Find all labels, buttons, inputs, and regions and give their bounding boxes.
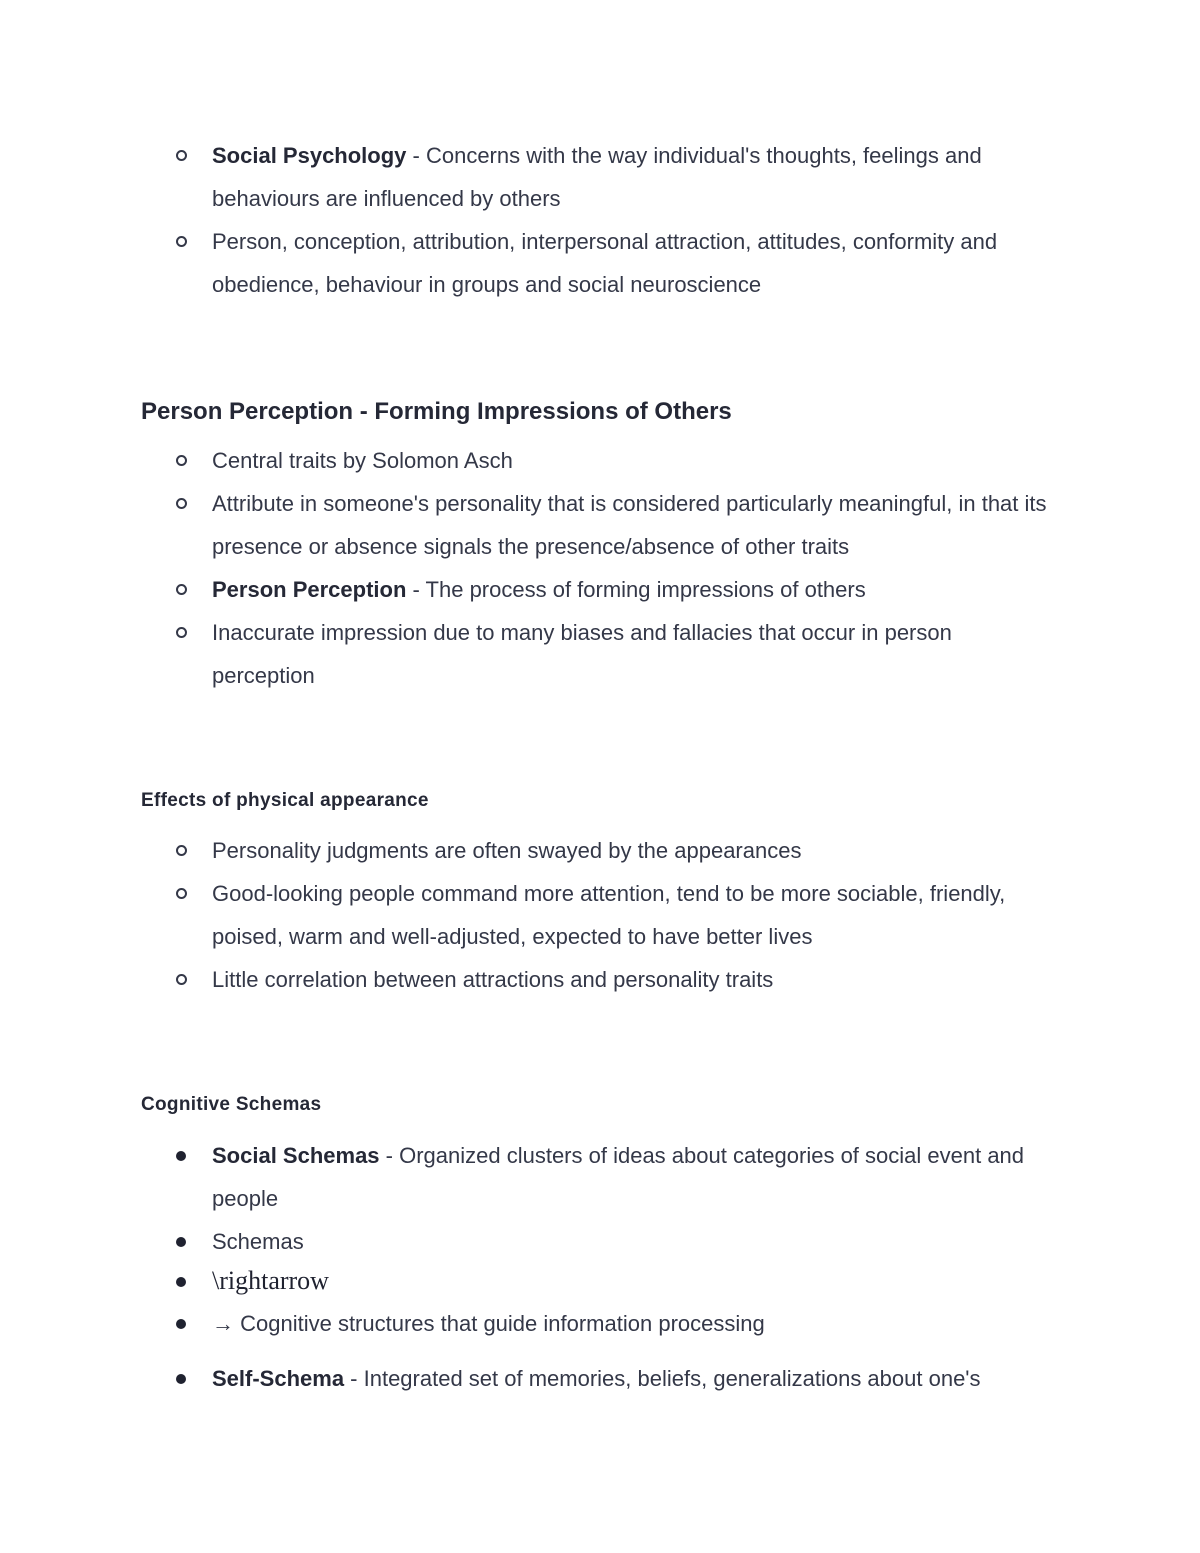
list-item xyxy=(176,1134,1056,1220)
hollow-circle-bullet-icon xyxy=(176,845,187,856)
item-text: - The process of forming impressions of others xyxy=(406,577,866,602)
item-text: → Cognitive structures that guide information processing xyxy=(212,1311,765,1336)
filled-disc-bullet-icon xyxy=(176,1277,186,1287)
filled-disc-bullet-icon xyxy=(176,1319,186,1329)
term-label: Social Psychology xyxy=(212,143,407,168)
hollow-circle-bullet-icon xyxy=(176,498,187,509)
list-item xyxy=(176,568,1056,611)
hollow-circle-bullet-icon xyxy=(176,974,187,985)
hollow-circle-bullet-icon xyxy=(176,584,187,595)
list-item xyxy=(176,439,1056,482)
list-item xyxy=(176,1302,1056,1345)
item-text: Little correlation between attractions and personality traits xyxy=(212,967,774,992)
hollow-circle-bullet-icon xyxy=(176,888,187,899)
physical-appearance-list xyxy=(176,829,1056,1001)
hollow-circle-bullet-icon xyxy=(176,150,187,161)
list-item xyxy=(176,220,1056,306)
section-heading-cognitive-schemas: Cognitive Schemas xyxy=(141,1094,322,1115)
hollow-circle-bullet-icon xyxy=(176,455,187,466)
cognitive-schemas-list xyxy=(176,1134,1056,1400)
hollow-circle-bullet-icon xyxy=(176,627,187,638)
item-text: - Concerns with the way individual's thoughts, feelings and behaviours are influenced by others xyxy=(212,143,982,211)
section-heading-physical-appearance: Effects of physical appearance xyxy=(141,790,429,811)
list-item xyxy=(176,482,1056,568)
term-label: Person Perception xyxy=(212,577,407,602)
list-item xyxy=(176,829,1056,872)
filled-disc-bullet-icon xyxy=(176,1151,186,1161)
list-item xyxy=(176,611,1056,697)
item-text: Central traits by Solomon Asch xyxy=(212,448,513,473)
item-text: Inaccurate impression due to many biases and fallacies that occur in person perception xyxy=(212,620,952,688)
item-text: Person, conception, attribution, interpersonal attraction, attitudes, conformity and obedience, behaviour in groups and social neuroscience xyxy=(212,229,998,297)
item-text: Attribute in someone's personality that is considered particularly meaningful, in that its presence or absence signals the presence/absence of other traits xyxy=(212,491,1047,559)
item-text: Schemas xyxy=(212,1229,304,1254)
hollow-circle-bullet-icon xyxy=(176,236,187,247)
filled-disc-bullet-icon xyxy=(176,1374,186,1384)
item-text: - Organized clusters of ideas about categories of social event and people xyxy=(212,1143,1025,1211)
latex-command-text: \rightarrow xyxy=(212,1266,329,1295)
list-item xyxy=(176,134,1056,220)
list-item xyxy=(176,958,1056,1001)
item-text: Good-looking people command more attention, tend to be more sociable, friendly, poised, warm and well-adjusted, expected to have better lives xyxy=(212,881,1006,949)
item-text: Personality judgments are often swayed by the appearances xyxy=(212,838,802,863)
item-text: - Integrated set of memories, beliefs, generalizations about one's xyxy=(344,1366,981,1391)
list-item xyxy=(176,1220,1056,1263)
term-label: Social Schemas xyxy=(212,1143,380,1168)
section-heading-person-perception: Person Perception - Forming Impressions of Others xyxy=(141,398,732,425)
term-label: Self-Schema xyxy=(212,1366,345,1391)
list-item xyxy=(176,872,1056,958)
person-perception-list xyxy=(176,439,1056,697)
social-psychology-list xyxy=(176,134,1056,306)
filled-disc-bullet-icon xyxy=(176,1237,186,1247)
list-item xyxy=(176,1357,1056,1400)
list-item xyxy=(176,1263,1056,1300)
